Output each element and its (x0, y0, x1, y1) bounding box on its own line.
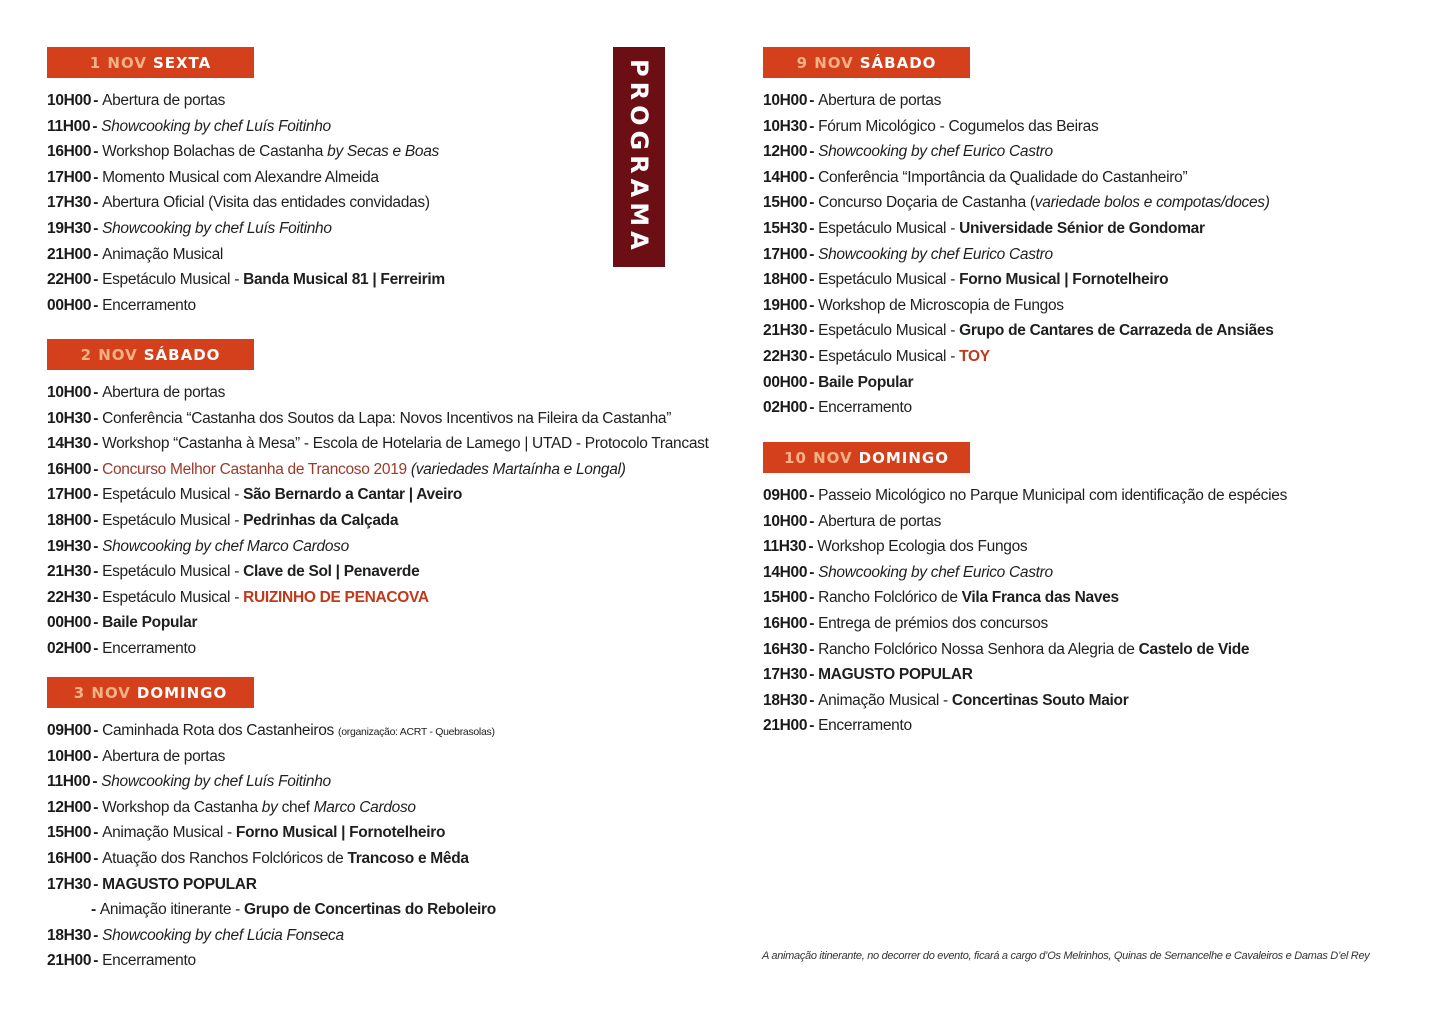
event-time: 00H00 (47, 296, 92, 314)
event-text: Abertura de portas (818, 92, 942, 109)
event-item (763, 560, 1287, 586)
event-item (47, 216, 445, 242)
event-item (47, 718, 496, 744)
event-time: 15H00 (763, 194, 808, 212)
time-separator: - (809, 666, 815, 684)
event-item (763, 190, 1274, 216)
event-item (47, 267, 445, 293)
day-date: 3 NOV (73, 683, 131, 702)
time-separator: - (93, 849, 99, 867)
event-text: by Secas e Boas (327, 143, 439, 161)
event-text: Forno Musical | Fornotelheiro (235, 824, 446, 842)
time-separator: - (809, 245, 815, 263)
time-separator: - (93, 92, 99, 109)
event-text: Grupo de Cantares de Carrazeda de Ansiães (959, 322, 1274, 340)
event-item (47, 431, 709, 457)
event-text: Espetáculo Musical - (818, 347, 960, 365)
event-item (47, 508, 709, 534)
event-time: 18H30 (763, 691, 808, 709)
event-item (47, 406, 709, 432)
event-text: MAGUSTO POPULAR (102, 875, 257, 893)
event-item (47, 769, 496, 795)
time-separator: - (91, 901, 96, 919)
event-time: 10H00 (47, 92, 92, 109)
event-text: Momento Musical com Alexandre Almeida (102, 168, 379, 186)
time-separator: - (93, 747, 99, 765)
event-time: 10H00 (47, 747, 92, 765)
event-text: Concurso Doçaria de Castanha ( (818, 194, 1035, 212)
event-item (47, 923, 496, 949)
event-text: Showcooking by chef Eurico Castro (818, 563, 1053, 581)
event-text: chef (277, 798, 314, 816)
event-text: Workshop “Castanha à Mesa” - Escola de Hotelaria de Lamego | UTAD - Protocolo Trancast (102, 435, 709, 453)
event-time: 00H00 (47, 614, 92, 632)
event-time: 10H30 (763, 117, 808, 135)
event-item (763, 370, 1274, 396)
event-text: MAGUSTO POPULAR (818, 666, 973, 684)
event-item (763, 534, 1287, 560)
event-text: Baile Popular (102, 614, 198, 632)
day-date: 9 NOV (796, 53, 854, 72)
event-time: 11H30 (763, 538, 807, 556)
event-list (763, 483, 1287, 739)
event-text: Showcooking by chef Luís Foitinho (101, 773, 331, 791)
event-text: Showcooking by chef Eurico Castro (818, 143, 1053, 161)
time-separator: - (93, 409, 99, 427)
time-separator: - (809, 589, 815, 607)
event-time: 17H00 (47, 486, 92, 504)
event-text: Showcooking by chef Lúcia Fonseca (102, 926, 344, 944)
event-time: 00H00 (763, 373, 808, 391)
event-time: 10H00 (763, 92, 808, 109)
event-text: Animação Musical (102, 245, 224, 263)
event-text: Animação itinerante - (99, 901, 245, 919)
day-header (47, 339, 254, 370)
event-text: Espetáculo Musical - (102, 271, 244, 289)
event-time: 14H30 (47, 435, 92, 453)
event-text: Abertura de portas (102, 92, 226, 109)
event-time: 16H30 (763, 640, 808, 658)
time-separator: - (92, 117, 98, 135)
event-text: Abertura de portas (102, 747, 226, 765)
event-item (763, 88, 1274, 114)
time-separator: - (809, 399, 815, 417)
event-item (763, 267, 1274, 293)
event-item (47, 380, 709, 406)
event-text: Passeio Micológico no Parque Municipal com identificação de espécies (818, 487, 1288, 504)
event-item (763, 509, 1287, 535)
event-item (47, 585, 709, 611)
time-separator: - (93, 926, 99, 944)
event-item (763, 688, 1287, 714)
time-separator: - (93, 194, 99, 212)
time-separator: - (93, 563, 99, 581)
time-separator: - (809, 614, 815, 632)
event-time: 02H00 (47, 639, 92, 657)
event-item (47, 190, 445, 216)
time-separator: - (93, 952, 99, 970)
time-separator: - (93, 460, 99, 478)
event-text: Rancho Folclórico Nossa Senhora da Alegria de (818, 640, 1139, 658)
event-text: Grupo de Concertinas do Reboleiro (244, 901, 496, 919)
time-separator: - (808, 538, 814, 556)
event-item (763, 242, 1274, 268)
time-separator: - (809, 143, 815, 161)
event-item (47, 88, 445, 114)
time-separator: - (809, 271, 815, 289)
event-text: (organização: ACRT - Quebrasolas) (338, 726, 495, 738)
time-separator: - (809, 219, 815, 237)
event-item (47, 559, 709, 585)
time-separator: - (809, 117, 815, 135)
event-text: Abertura de portas (102, 384, 226, 401)
event-item (47, 897, 496, 923)
event-time: 17H30 (47, 875, 92, 893)
event-item (47, 139, 445, 165)
event-text: RUIZINHO DE PENACOVA (243, 588, 429, 606)
event-time: 19H30 (47, 219, 92, 237)
event-item (47, 948, 496, 974)
day-header (763, 442, 970, 473)
event-item (47, 534, 709, 560)
event-text: Vila Franca das Naves (961, 589, 1119, 607)
time-separator: - (809, 373, 815, 391)
event-text: Espetáculo Musical - (102, 486, 244, 504)
event-item (47, 114, 445, 140)
event-text: Espetáculo Musical - (102, 588, 244, 606)
time-separator: - (809, 512, 815, 530)
event-text: Showcooking by chef Eurico Castro (818, 245, 1053, 263)
time-separator: - (809, 717, 815, 735)
time-separator: - (93, 639, 99, 657)
event-item (763, 585, 1287, 611)
event-item (763, 611, 1287, 637)
day-date: 10 NOV (784, 448, 853, 467)
event-time: 19H00 (763, 296, 808, 314)
event-text: Trancoso e Mêda (347, 849, 469, 867)
event-text: Rancho Folclórico de (818, 589, 962, 607)
event-text: Concertinas Souto Maior (951, 691, 1129, 709)
event-text: Animação Musical - (818, 691, 952, 709)
event-text: Forno Musical | Fornotelheiro (959, 271, 1169, 289)
time-separator: - (809, 640, 815, 658)
event-item (47, 872, 496, 898)
event-item (47, 795, 496, 821)
event-text: Clave de Sol | Penaverde (243, 563, 420, 581)
event-list (47, 718, 496, 974)
day-block-1-nov (47, 47, 445, 318)
time-separator: - (809, 487, 815, 504)
time-separator: - (93, 245, 99, 263)
event-item (763, 165, 1274, 191)
event-text: Caminhada Rota dos Castanheiros (102, 722, 339, 739)
day-date: 2 NOV (80, 345, 138, 364)
event-time: 02H00 (763, 399, 808, 417)
time-separator: - (93, 168, 99, 186)
event-item (763, 216, 1274, 242)
time-separator: - (93, 537, 99, 555)
day-block-3-nov (47, 677, 496, 974)
time-separator: - (93, 614, 99, 632)
event-time: 22H00 (47, 271, 92, 289)
event-text: São Bernardo a Cantar | Aveiro (243, 486, 463, 504)
event-time: 15H00 (763, 589, 808, 607)
event-item (47, 846, 496, 872)
time-separator: - (93, 486, 99, 504)
event-item (47, 744, 496, 770)
event-text: TOY (959, 347, 990, 365)
event-text: Showcooking by chef Luís Foitinho (102, 219, 332, 237)
time-separator: - (93, 511, 99, 529)
event-text: variedade bolos e compotas/doces) (1034, 194, 1270, 212)
event-time: 21H30 (763, 322, 808, 340)
event-text: Abertura de portas (818, 512, 942, 530)
event-text: Pedrinhas da Calçada (243, 511, 399, 529)
event-time: 19H30 (47, 537, 92, 555)
event-text: Conferência “Importância da Qualidade do Castanheiro” (818, 168, 1188, 186)
event-text: Animação Musical - (102, 824, 236, 842)
event-time: 21H00 (47, 952, 92, 970)
event-text: Showcooking by chef Luís Foitinho (101, 117, 331, 135)
event-text: Abertura Oficial (Visita das entidades convidadas) (102, 194, 430, 212)
day-header (47, 677, 254, 708)
event-text: Encerramento (102, 296, 196, 314)
event-time: 09H00 (763, 487, 808, 504)
event-time: 17H30 (47, 194, 92, 212)
event-text: Baile Popular (818, 373, 914, 391)
event-text: Entrega de prémios dos concursos (818, 614, 1048, 632)
event-text: by (261, 798, 278, 816)
event-time: 10H00 (47, 384, 92, 401)
event-time: 22H30 (763, 347, 808, 365)
event-list (763, 88, 1274, 421)
event-text: Espetáculo Musical - (102, 511, 244, 529)
event-item (763, 395, 1274, 421)
event-time: 12H00 (47, 798, 92, 816)
event-time: 12H00 (763, 143, 808, 161)
event-text: Encerramento (102, 952, 196, 970)
day-weekday: DOMINGO (136, 683, 228, 702)
event-time: 15H30 (763, 219, 808, 237)
day-header (763, 47, 970, 78)
event-time: 22H30 (47, 588, 92, 606)
event-time: 11H00 (47, 117, 91, 135)
event-text: Workshop Bolachas de Castanha (102, 143, 328, 161)
time-separator: - (809, 563, 815, 581)
event-text: Castelo de Vide (1138, 640, 1250, 658)
time-separator: - (93, 722, 99, 739)
event-item (47, 165, 445, 191)
day-date: 1 NOV (89, 53, 147, 72)
event-item (763, 713, 1287, 739)
time-separator: - (93, 219, 99, 237)
event-list (47, 380, 709, 662)
event-item (763, 662, 1287, 688)
event-item (47, 457, 709, 483)
event-time: 16H00 (47, 460, 92, 478)
event-text: Fórum Micológico - Cogumelos das Beiras (818, 117, 1099, 135)
event-time: 18H00 (47, 511, 92, 529)
time-separator: - (93, 824, 99, 842)
event-item (47, 610, 709, 636)
event-time: 10H00 (763, 512, 808, 530)
time-separator: - (93, 435, 99, 453)
event-text: Banda Musical 81 | Ferreirim (243, 271, 445, 289)
event-time: 16H00 (763, 614, 808, 632)
event-item (47, 242, 445, 268)
event-item (47, 293, 445, 319)
day-header (47, 47, 254, 78)
time-separator: - (809, 92, 815, 109)
event-time: 09H00 (47, 722, 92, 739)
time-separator: - (809, 296, 815, 314)
event-text: Conferência “Castanha dos Soutos da Lapa: Novos Incentivos na Fileira da Castanha” (102, 409, 672, 427)
event-text: Espetáculo Musical - (102, 563, 244, 581)
event-text: Atuação dos Ranchos Folclóricos de (102, 849, 348, 867)
event-text: Encerramento (818, 399, 912, 417)
time-separator: - (93, 384, 99, 401)
event-time: 16H00 (47, 143, 92, 161)
event-text: Universidade Sénior de Gondomar (959, 219, 1205, 237)
event-time: 17H30 (763, 666, 808, 684)
event-time: 21H30 (47, 563, 92, 581)
time-separator: - (93, 588, 99, 606)
event-time: 18H00 (763, 271, 808, 289)
day-block-9-nov (763, 47, 1274, 421)
time-separator: - (809, 691, 815, 709)
event-time: 16H00 (47, 849, 92, 867)
time-separator: - (93, 143, 99, 161)
event-time: 10H30 (47, 409, 92, 427)
event-time: 11H00 (47, 773, 91, 791)
time-separator: - (809, 322, 815, 340)
time-separator: - (809, 194, 815, 212)
event-time: 21H00 (763, 717, 808, 735)
time-separator: - (93, 798, 99, 816)
event-item (763, 114, 1274, 140)
event-item (763, 637, 1287, 663)
event-item (763, 139, 1274, 165)
event-time: 17H00 (763, 245, 808, 263)
event-text: Workshop da Castanha (102, 798, 262, 816)
event-time: 21H00 (47, 245, 92, 263)
event-time: 18H30 (47, 926, 92, 944)
event-text: Encerramento (102, 639, 196, 657)
day-block-2-nov (47, 339, 709, 662)
time-separator: - (93, 271, 99, 289)
day-weekday: SÁBADO (143, 345, 221, 364)
event-text: Concurso Melhor Castanha de Trancoso 2019 (102, 460, 411, 478)
event-item (763, 293, 1274, 319)
event-item (763, 483, 1287, 509)
event-text: Marco Cardoso (313, 798, 416, 816)
event-text: Workshop Ecologia dos Fungos (817, 538, 1028, 556)
event-text: Encerramento (818, 717, 912, 735)
time-separator: - (93, 296, 99, 314)
event-item (47, 482, 709, 508)
event-item (47, 820, 496, 846)
day-weekday: SEXTA (152, 53, 212, 72)
event-item (763, 344, 1274, 370)
time-separator: - (809, 168, 815, 186)
event-text: Showcooking by chef Marco Cardoso (102, 537, 349, 555)
day-block-10-nov (763, 442, 1287, 739)
event-item (47, 636, 709, 662)
event-item (763, 318, 1274, 344)
time-separator: - (809, 347, 815, 365)
time-separator: - (92, 773, 98, 791)
event-list (47, 88, 445, 318)
event-time: 17H00 (47, 168, 92, 186)
event-time: 14H00 (763, 563, 808, 581)
time-separator: - (93, 875, 99, 893)
day-weekday: SÁBADO (859, 53, 937, 72)
event-text: (variedades Martaínha e Longal) (410, 460, 626, 478)
event-time: 15H00 (47, 824, 92, 842)
day-weekday: DOMINGO (858, 448, 949, 467)
event-time: 14H00 (763, 168, 808, 186)
event-text: Espetáculo Musical - (818, 322, 960, 340)
footnote: A animação itinerante, no decorrer do evento, ficará a cargo d’Os Melrinhos, Quinas de Sernancelhe e Cavaleiros e Damas D’el Rey (762, 950, 1370, 962)
programa-banner (613, 47, 665, 267)
event-text: Espetáculo Musical - (818, 271, 960, 289)
event-text: Espetáculo Musical - (818, 219, 960, 237)
event-text: Workshop de Microscopia de Fungos (818, 296, 1064, 314)
programa-title: PROGRAMA (625, 59, 653, 255)
